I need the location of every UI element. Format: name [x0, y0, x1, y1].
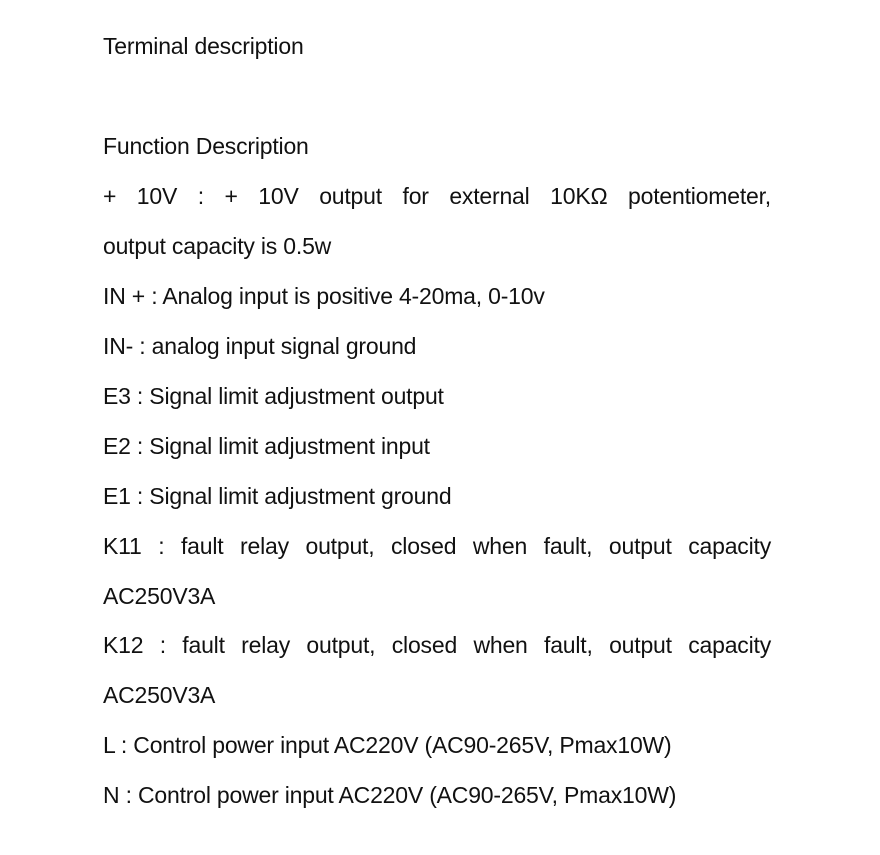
terminal-line-in-plus: IN + : Analog input is positive 4-20ma, 0-10v	[103, 283, 545, 309]
terminal-line-k12-continued: AC250V3A	[103, 682, 216, 708]
terminal-line-k11: K11 : fault relay output, closed when fault, output capacity	[103, 533, 771, 559]
terminal-line-e1: E1 : Signal limit adjustment ground	[103, 483, 452, 509]
terminal-line-l: L : Control power input AC220V (AC90-265V, Pmax10W)	[103, 732, 672, 758]
terminal-line-k12: K12 : fault relay output, closed when fault, output capacity	[103, 632, 771, 658]
terminal-line-10v: + 10V : + 10V output for external 10KΩ potentiometer,	[103, 183, 771, 209]
terminal-line-in-minus: IN- : analog input signal ground	[103, 333, 417, 359]
document-title: Terminal description	[103, 33, 304, 59]
section-heading: Function Description	[103, 133, 309, 159]
terminal-line-k11-continued: AC250V3A	[103, 583, 216, 609]
terminal-line-e3: E3 : Signal limit adjustment output	[103, 383, 444, 409]
terminal-line-10v-continued: output capacity is 0.5w	[103, 233, 332, 259]
terminal-line-e2: E2 : Signal limit adjustment input	[103, 433, 430, 459]
terminal-line-n: N : Control power input AC220V (AC90-265V, Pmax10W)	[103, 782, 677, 808]
